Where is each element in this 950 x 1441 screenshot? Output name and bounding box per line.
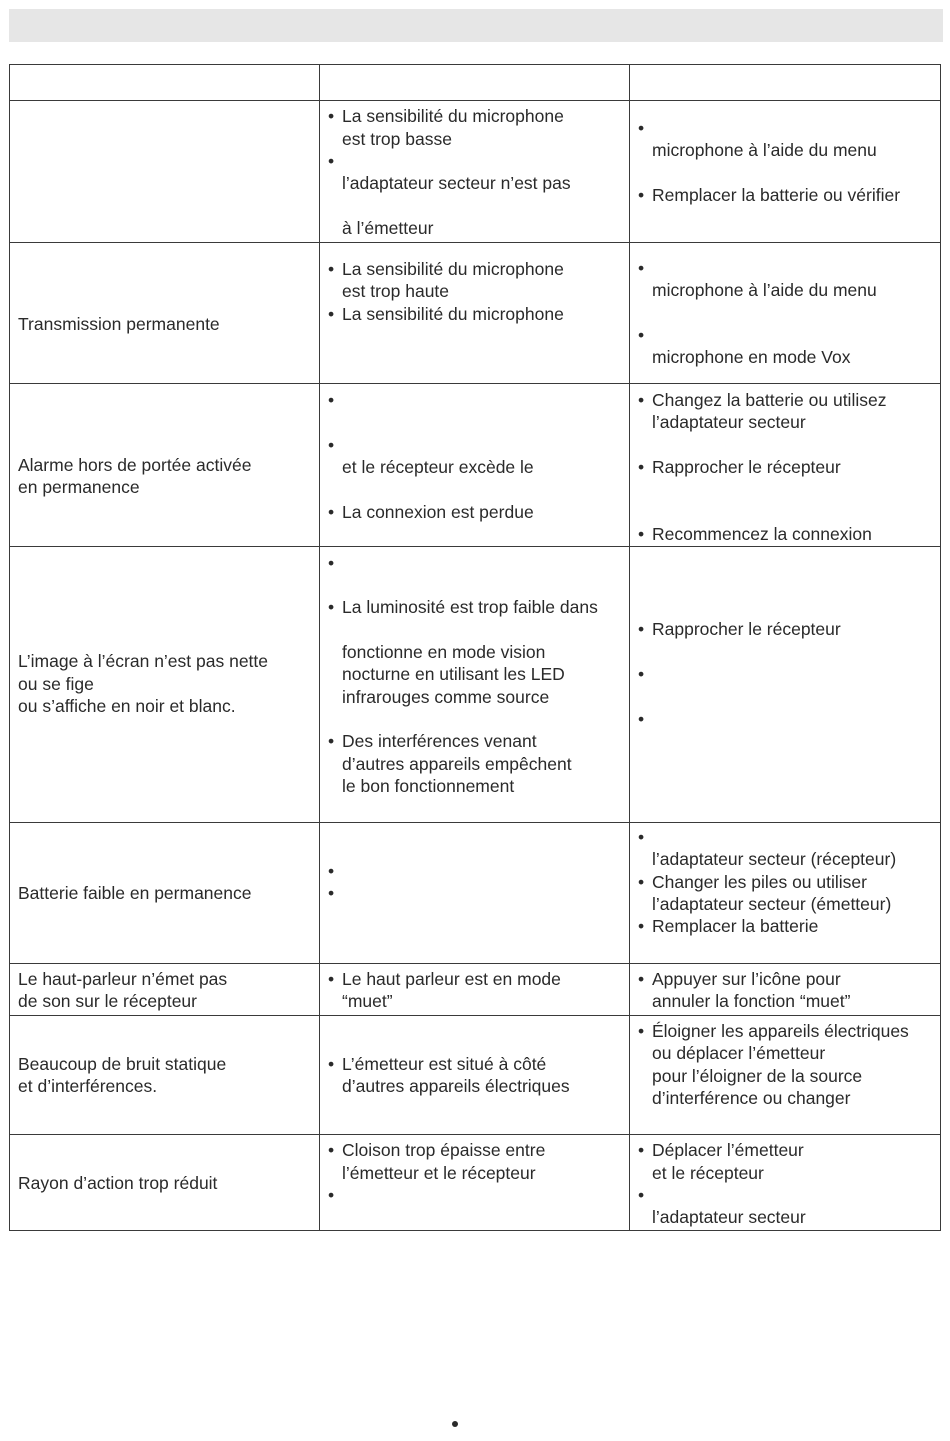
table-header-row (10, 65, 941, 101)
cause-text: “muet” (342, 991, 393, 1011)
problem-cell (10, 964, 320, 1016)
bullet-icon: • (638, 390, 645, 410)
problem-cell (10, 1135, 320, 1231)
cause-cell (320, 1135, 630, 1231)
solution-cell (630, 547, 941, 823)
bullet-icon: • (638, 664, 645, 684)
table-row (10, 243, 941, 384)
bullet-icon: • (638, 619, 645, 639)
cause-text: L’émetteur est situé à côté (342, 1054, 547, 1074)
problem-text: Transmission permanente (18, 314, 220, 334)
solution-text: microphone à l’aide du menu (652, 140, 877, 160)
solution-text: Changez la batterie ou utilisez (652, 390, 887, 410)
cause-cell (320, 243, 630, 384)
solution-cell (630, 823, 941, 964)
page-footer-dot (452, 1421, 458, 1427)
solution-text: Rapprocher le récepteur (652, 457, 841, 477)
bullet-icon: • (638, 916, 645, 936)
bullet-icon: • (638, 827, 645, 847)
cause-cell (320, 823, 630, 964)
solution-text: l’adaptateur secteur (652, 412, 806, 432)
cause-text: le bon fonctionnement (342, 776, 515, 796)
solution-text: microphone en mode Vox (652, 347, 851, 367)
bullet-icon: • (638, 325, 645, 345)
bullet-icon: • (328, 731, 335, 751)
solution-text: Rapprocher le récepteur (652, 619, 841, 639)
bullet-icon: • (328, 435, 335, 455)
cause-text: d’autres appareils électriques (342, 1076, 570, 1096)
solution-cell (630, 101, 941, 243)
table-row (10, 823, 941, 964)
cause-text: l’adaptateur secteur n’est pas (342, 173, 571, 193)
bullet-icon: • (328, 597, 335, 617)
problem-text: ou s’affiche en noir et blanc. (18, 696, 236, 716)
solution-text: l’adaptateur secteur (récepteur) (652, 849, 897, 869)
table-row (10, 547, 941, 823)
bullet-icon: • (328, 151, 335, 171)
section-header-band (9, 9, 943, 42)
bullet-icon: • (638, 872, 645, 892)
header-cell-problem (10, 65, 320, 101)
bullet-icon: • (638, 969, 645, 989)
solution-text: Remplacer la batterie ou vérifier (652, 185, 901, 205)
solution-cell (630, 1135, 941, 1231)
solution-text: microphone à l’aide du menu (652, 280, 877, 300)
solution-text: ou déplacer l’émetteur (652, 1043, 826, 1063)
solution-text: Déplacer l’émetteur (652, 1140, 804, 1160)
solution-cell (630, 1016, 941, 1135)
bullet-icon: • (328, 304, 335, 324)
cause-text: et le récepteur excède le (342, 457, 534, 477)
solution-text: annuler la fonction “muet” (652, 991, 851, 1011)
cause-cell (320, 384, 630, 547)
bullet-icon: • (638, 709, 645, 729)
cause-text: est trop basse (342, 129, 452, 149)
solution-text: Recommencez la connexion (652, 524, 872, 544)
problem-cell (10, 384, 320, 547)
solution-text: l’adaptateur secteur (652, 1207, 806, 1227)
cause-text: La sensibilité du microphone (342, 259, 564, 279)
bullet-icon: • (328, 969, 335, 989)
cause-text: La connexion est perdue (342, 502, 534, 522)
table-row (10, 1135, 941, 1231)
bullet-icon: • (638, 1185, 645, 1205)
table-row (10, 101, 941, 243)
bullet-icon: • (638, 185, 645, 205)
problem-cell (10, 547, 320, 823)
cause-text: est trop haute (342, 281, 450, 301)
problem-cell (10, 243, 320, 384)
solution-cell (630, 384, 941, 547)
table-row (10, 384, 941, 547)
cause-text: fonctionne en mode vision (342, 642, 546, 662)
solution-text: Éloigner les appareils électriques (652, 1021, 909, 1041)
bullet-icon: • (328, 259, 335, 279)
bullet-icon: • (638, 1021, 645, 1041)
bullet-icon: • (328, 861, 335, 881)
problem-text: Beaucoup de bruit statique (18, 1054, 227, 1074)
problem-text: ou se fige (18, 674, 94, 694)
problem-text: de son sur le récepteur (18, 991, 197, 1011)
cause-text: Des interférences venant (342, 731, 537, 751)
solution-text: pour l’éloigner de la source (652, 1066, 863, 1086)
cause-cell (320, 547, 630, 823)
table-row (10, 964, 941, 1016)
problem-text: en permanence (18, 477, 140, 497)
bullet-icon: • (328, 390, 335, 410)
bullet-icon: • (638, 1140, 645, 1160)
bullet-icon: • (638, 457, 645, 477)
solution-cell (630, 243, 941, 384)
cause-cell (320, 101, 630, 243)
header-cell-solution (630, 65, 941, 101)
problem-text: L’image à l’écran n’est pas nette (18, 651, 269, 671)
bullet-icon: • (638, 524, 645, 544)
solution-text: d’interférence ou changer (652, 1088, 851, 1108)
solution-text: l’adaptateur secteur (émetteur) (652, 894, 892, 914)
cause-text: La sensibilité du microphone (342, 106, 564, 126)
cause-text: Le haut parleur est en mode (342, 969, 561, 989)
solution-text: et le récepteur (652, 1163, 764, 1183)
bullet-icon: • (638, 258, 645, 278)
solution-text: Changer les piles ou utiliser (652, 872, 867, 892)
troubleshooting-table (9, 64, 941, 1231)
problem-text: et d’interférences. (18, 1076, 158, 1096)
solution-cell (630, 964, 941, 1016)
bullet-icon: • (328, 553, 335, 573)
problem-text: Batterie faible en permanence (18, 883, 252, 903)
cause-text: nocturne en utilisant les LED (342, 664, 565, 684)
bullet-icon: • (328, 1185, 335, 1205)
cause-cell (320, 1016, 630, 1135)
table-row (10, 1016, 941, 1135)
problem-text: Rayon d’action trop réduit (18, 1173, 218, 1193)
cause-text: Cloison trop épaisse entre (342, 1140, 546, 1160)
cause-text: La luminosité est trop faible dans (342, 597, 598, 617)
bullet-icon: • (328, 1054, 335, 1074)
cause-text: La sensibilité du microphone (342, 304, 564, 324)
problem-cell (10, 101, 320, 243)
solution-text: Remplacer la batterie (652, 916, 819, 936)
cause-text: à l’émetteur (342, 218, 434, 238)
cause-text: l’émetteur et le récepteur (342, 1163, 536, 1183)
bullet-icon: • (638, 118, 645, 138)
bullet-icon: • (328, 106, 335, 126)
header-cell-cause (320, 65, 630, 101)
bullet-icon: • (328, 502, 335, 522)
problem-cell (10, 823, 320, 964)
problem-text: Alarme hors de portée activée (18, 455, 252, 475)
cause-text: d’autres appareils empêchent (342, 754, 572, 774)
bullet-icon: • (328, 883, 335, 903)
solution-text: Appuyer sur l’icône pour (652, 969, 841, 989)
bullet-icon: • (328, 1140, 335, 1160)
cause-text: infrarouges comme source (342, 687, 550, 707)
cause-cell (320, 964, 630, 1016)
problem-text: Le haut-parleur n’émet pas (18, 969, 228, 989)
problem-cell (10, 1016, 320, 1135)
